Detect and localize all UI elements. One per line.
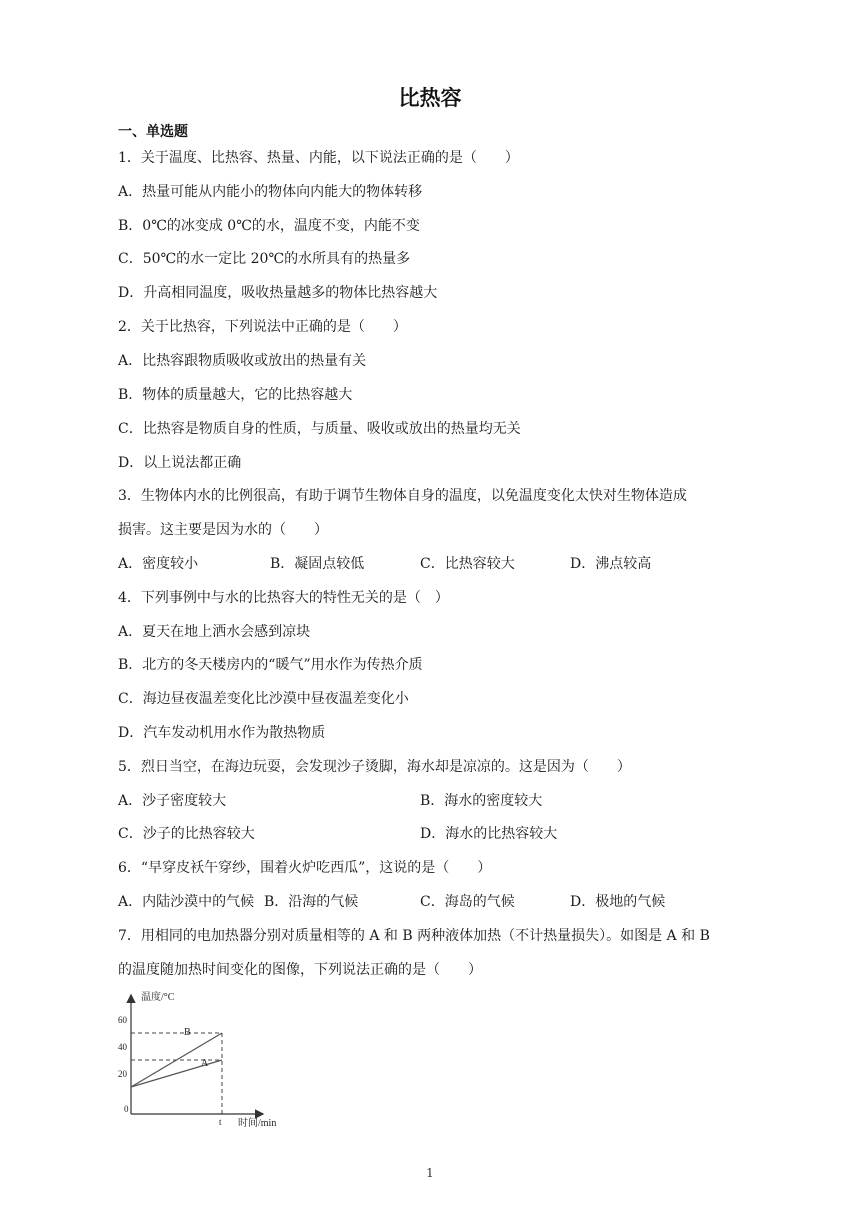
question-3-option-b: B．凝固点较低: [270, 556, 365, 572]
section-heading: 一、单选题: [118, 124, 188, 140]
question-5-option-d: D．海水的比热容较大: [420, 826, 558, 842]
origin-label: 0: [124, 1104, 129, 1114]
x-axis-label: 时间/min: [238, 1118, 277, 1128]
question-2-option-d: D．以上说法都正确: [118, 455, 242, 471]
question-6-option-b: B．沿海的气候: [264, 894, 359, 910]
question-5-stem: 5．烈日当空，在海边玩耍，会发现沙子烫脚，海水却是凉凉的。这是因为（ ）: [118, 759, 631, 775]
question-3-option-a: A．密度较小: [118, 556, 199, 572]
question-5-option-c: C．沙子的比热容较大: [118, 826, 255, 842]
question-4-option-a: A．夏天在地上洒水会感到凉块: [118, 624, 311, 640]
question-4-option-d: D．汽车发动机用水作为散热物质: [118, 725, 326, 741]
question-6-option-d: D．极地的气候: [570, 894, 666, 910]
page-title: 比热容: [398, 86, 462, 110]
question-1-option-d: D．升高相同温度，吸收热量越多的物体比热容越大: [118, 285, 438, 301]
temperature-time-chart: [110, 988, 300, 1128]
question-1-option-a: A．热量可能从内能小的物体向内能大的物体转移: [118, 184, 423, 200]
question-1-option-c: C．50℃的水一定比 20℃的水所具有的热量多: [118, 251, 411, 267]
question-4-stem: 4．下列事例中与水的比热容大的特性无关的是（ ）: [118, 590, 449, 606]
question-2-stem: 2．关于比热容，下列说法中正确的是（ ）: [118, 319, 407, 335]
series-a-line: [131, 1060, 222, 1087]
question-6-option-a: A．内陆沙漠中的气候: [118, 894, 255, 910]
question-4-option-b: B．北方的冬天楼房内的“暖气”用水作为传热介质: [118, 657, 423, 673]
question-6-option-c: C．海岛的气候: [420, 894, 515, 910]
question-3-option-d: D．沸点较高: [570, 556, 652, 572]
y-axis-label: 温度/°C: [141, 992, 175, 1003]
question-7-stem-line2: 的温度随加热时间变化的图像，下列说法正确的是（ ）: [118, 962, 482, 978]
question-3-option-c: C．比热容较大: [420, 556, 515, 572]
page-number: 1: [426, 1166, 434, 1180]
question-1-stem: 1．关于温度、比热容、热量、内能，以下说法正确的是（ ）: [118, 150, 519, 166]
x-tick-t: t: [219, 1117, 222, 1127]
y-tick-60: 60: [118, 1015, 127, 1025]
question-3-stem-line1: 3．生物体内水的比例很高，有助于调节生物体自身的温度，以免温度变化太快对生物体造成: [118, 488, 687, 504]
question-6-stem: 6．“早穿皮袄午穿纱，围着火炉吃西瓜”，这说的是（ ）: [118, 860, 492, 876]
question-4-option-c: C．海边昼夜温差变化比沙漠中昼夜温差变化小: [118, 691, 409, 707]
question-2-option-c: C．比热容是物质自身的性质，与质量、吸收或放出的热量均无关: [118, 421, 521, 437]
question-5-option-b: B．海水的密度较大: [420, 793, 543, 809]
series-b-label: B: [184, 1027, 191, 1038]
question-2-option-a: A．比热容跟物质吸收或放出的热量有关: [118, 353, 367, 369]
question-7-stem-line1: 7．用相同的电加热器分别对质量相等的 A 和 B 两种液体加热（不计热量损失）。如图是 A 和 B: [118, 928, 710, 944]
question-3-stem-line2: 损害。这主要是因为水的（ ）: [118, 522, 328, 538]
question-2-option-b: B．物体的质量越大，它的比热容越大: [118, 387, 353, 403]
question-5-option-a: A．沙子密度较大: [118, 793, 227, 809]
question-1-option-b: B．0℃的冰变成 0℃的水，温度不变，内能不变: [118, 218, 420, 234]
series-a-label: A: [201, 1058, 209, 1069]
y-tick-40: 40: [118, 1042, 127, 1052]
y-tick-20: 20: [118, 1069, 127, 1079]
